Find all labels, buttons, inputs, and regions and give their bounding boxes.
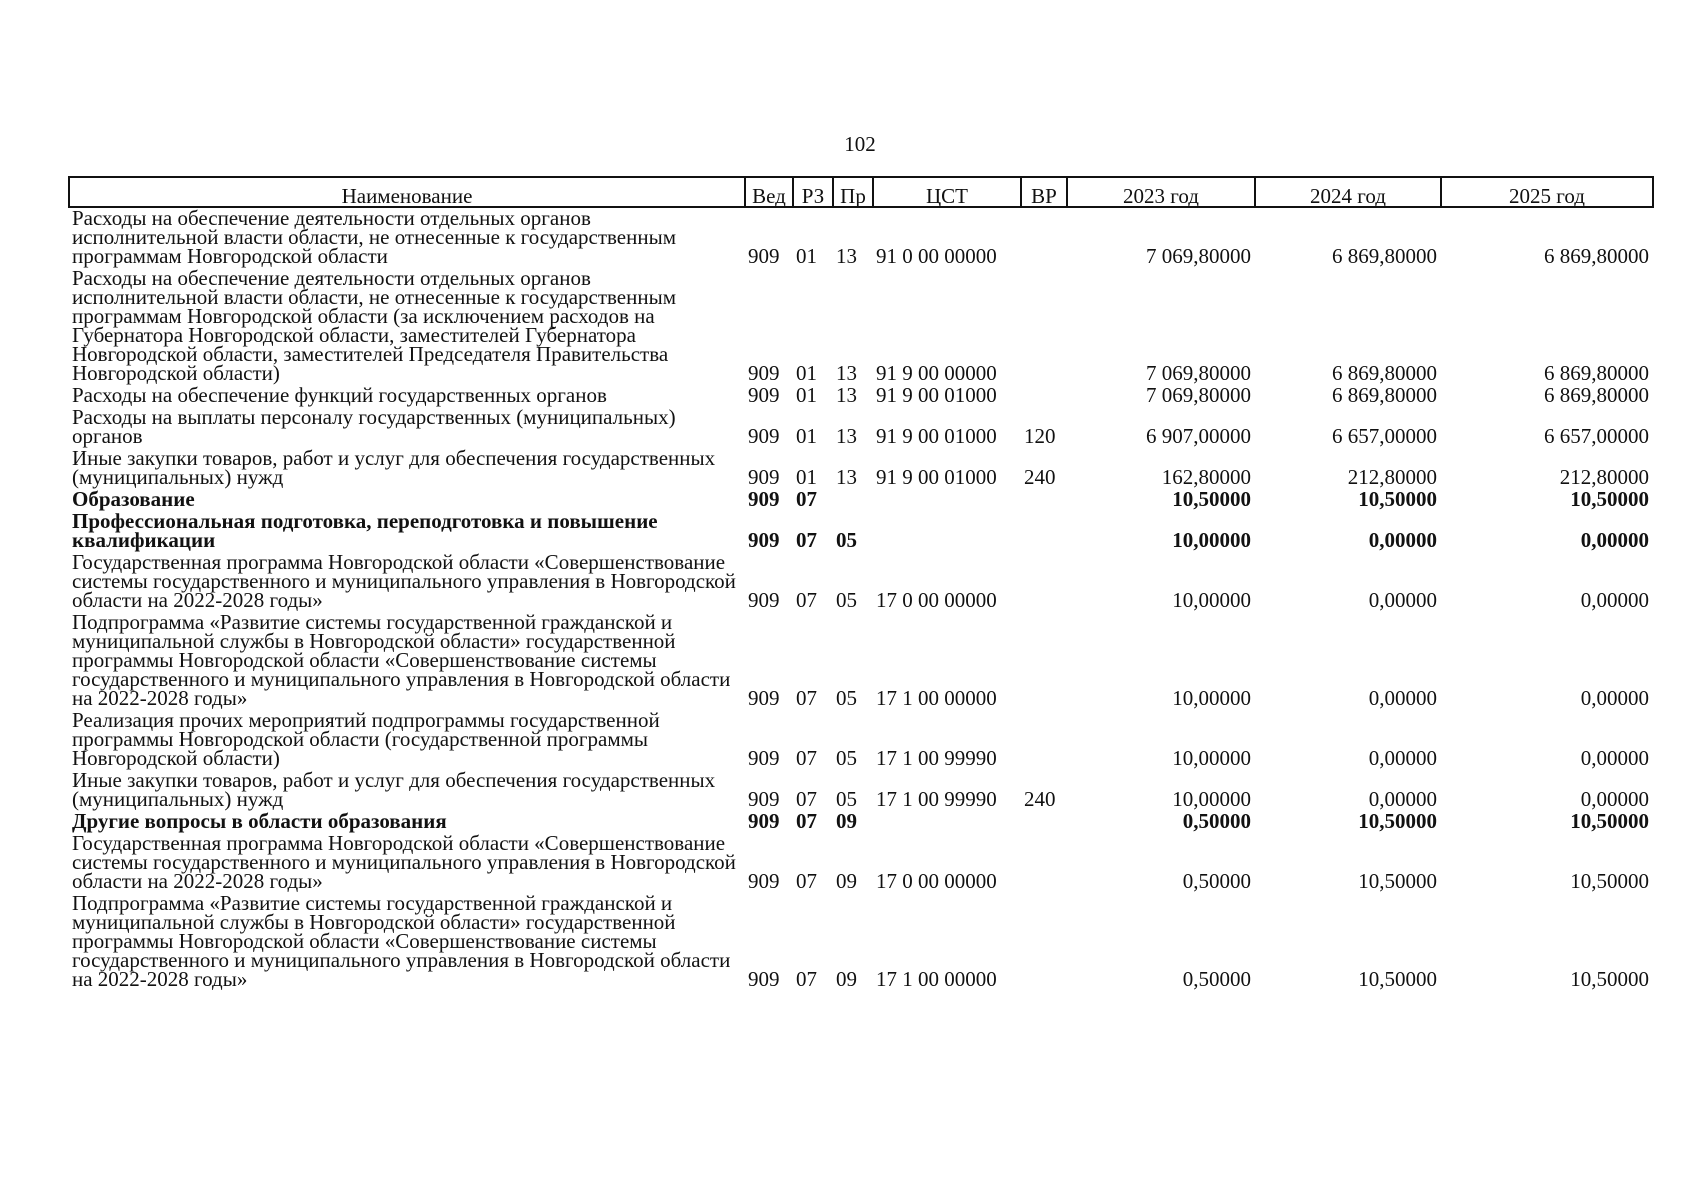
cell-rz: 07 xyxy=(796,967,817,991)
cell-ved: 909 xyxy=(748,383,780,407)
cell-cst: 17 1 00 00000 xyxy=(876,686,997,710)
cell-cst: 91 9 00 01000 xyxy=(876,424,997,448)
cell-rz: 07 xyxy=(796,686,817,710)
table-row xyxy=(69,407,1653,448)
cell-ved: 909 xyxy=(748,361,780,385)
column-header-cst: ЦСТ xyxy=(873,177,1021,207)
cell-cst: 17 0 00 00000 xyxy=(876,588,997,612)
cell-vr xyxy=(1021,385,1067,407)
cell-pr: 13 xyxy=(836,361,857,385)
cell-pr: 05 xyxy=(836,787,857,811)
cell-pr: 13 xyxy=(836,383,857,407)
cell-2023: 7 069,80000 xyxy=(1146,244,1251,268)
cell-ved: 909 xyxy=(748,465,780,489)
table-row xyxy=(69,511,1653,552)
cell-cst: 17 0 00 00000 xyxy=(876,869,997,893)
cell-2024: 6 657,00000 xyxy=(1332,424,1437,448)
cell-2023: 10,00000 xyxy=(1172,686,1251,710)
cell-ved: 909 xyxy=(748,967,780,991)
cell-cst: 91 9 00 00000 xyxy=(876,361,997,385)
cell-2025: 10,50000 xyxy=(1570,967,1649,991)
cell-cst: 91 9 00 01000 xyxy=(876,465,997,489)
cell-2025: 6 657,00000 xyxy=(1544,424,1649,448)
column-header-pr: Пр xyxy=(833,177,873,207)
cell-pr: 13 xyxy=(836,465,857,489)
cell-vr xyxy=(1021,489,1067,511)
table-row xyxy=(69,893,1653,991)
cell-vr xyxy=(1021,511,1067,552)
cell-2025: 212,80000 xyxy=(1559,465,1649,489)
cell-2023: 162,80000 xyxy=(1161,465,1251,489)
cell-ved: 909 xyxy=(748,244,780,268)
cell-2025: 0,00000 xyxy=(1580,746,1649,770)
cell-2023: 0,50000 xyxy=(1182,869,1251,893)
cell-2025: 10,50000 xyxy=(1570,869,1649,893)
cell-name: Государственная программа Новгородской области «Совершенствование системы государственного и муниципального управления в Новгородской области на 2022-2028 годы» xyxy=(72,831,736,893)
cell-vr: 120 xyxy=(1024,424,1056,448)
cell-2024: 6 869,80000 xyxy=(1332,244,1437,268)
cell-ved: 909 xyxy=(748,787,780,811)
cell-vr xyxy=(1021,612,1067,710)
cell-cst: 17 1 00 99990 xyxy=(876,787,997,811)
cell-rz: 01 xyxy=(796,424,817,448)
cell-pr: 09 xyxy=(836,967,857,991)
cell-pr: 05 xyxy=(836,528,857,552)
cell-name: Другие вопросы в области образования xyxy=(72,809,447,833)
column-header-2024: 2024 год xyxy=(1255,177,1441,207)
cell-2025: 10,50000 xyxy=(1570,809,1649,833)
cell-2024: 6 869,80000 xyxy=(1332,361,1437,385)
cell-vr xyxy=(1021,710,1067,770)
cell-vr xyxy=(1021,207,1067,268)
table-row xyxy=(69,385,1653,407)
budget-table xyxy=(68,176,1654,991)
column-header-rz: РЗ xyxy=(793,177,833,207)
column-header-name: Наименование xyxy=(69,177,745,207)
cell-cst: 17 1 00 00000 xyxy=(876,967,997,991)
cell-name: Образование xyxy=(72,487,195,511)
cell-rz: 07 xyxy=(796,787,817,811)
cell-2025: 0,00000 xyxy=(1580,787,1649,811)
cell-2024: 10,50000 xyxy=(1358,869,1437,893)
cell-vr: 240 xyxy=(1024,465,1056,489)
table-row xyxy=(69,207,1653,268)
cell-cst: 91 9 00 01000 xyxy=(876,383,997,407)
cell-2025: 0,00000 xyxy=(1580,686,1649,710)
column-header-2025: 2025 год xyxy=(1441,177,1653,207)
table-row xyxy=(69,552,1653,612)
cell-ved: 909 xyxy=(748,424,780,448)
cell-name: Подпрограмма «Развитие системы государственной гражданской и муниципальной службы в Новгородской области» государственной программы Новгородской области «Совершенствование системы государственного и муниципального управления в Новгородской области на 2022-2028 годы» xyxy=(72,891,731,991)
cell-vr xyxy=(1021,893,1067,991)
cell-ved: 909 xyxy=(748,588,780,612)
table-row xyxy=(69,770,1653,811)
table-body xyxy=(69,207,1653,991)
cell-cst xyxy=(873,489,1021,511)
cell-ved: 909 xyxy=(748,809,780,833)
cell-2023: 0,50000 xyxy=(1182,967,1251,991)
cell-name: Иные закупки товаров, работ и услуг для обеспечения государственных (муниципальных) нужд xyxy=(72,768,716,811)
cell-2024: 0,00000 xyxy=(1368,746,1437,770)
cell-cst: 91 0 00 00000 xyxy=(876,244,997,268)
cell-2023: 10,00000 xyxy=(1172,528,1251,552)
cell-cst xyxy=(873,511,1021,552)
cell-name: Расходы на обеспечение деятельности отдельных органов исполнительной власти области, не отнесенные к государственным программам Новгородской области (за исключением расходов на Губернатора Новгородской области, заместителей Губернатора Новгородской области, заместителей Председателя Правительства Новгородской области) xyxy=(72,266,677,385)
cell-2024: 10,50000 xyxy=(1358,487,1437,511)
cell-2024: 10,50000 xyxy=(1358,809,1437,833)
cell-name: Расходы на обеспечение функций государственных органов xyxy=(72,383,607,407)
cell-vr: 240 xyxy=(1024,787,1056,811)
page-number: 102 xyxy=(844,132,876,156)
cell-vr xyxy=(1021,552,1067,612)
cell-rz: 07 xyxy=(796,487,817,511)
cell-pr: 05 xyxy=(836,588,857,612)
cell-rz: 07 xyxy=(796,809,817,833)
cell-vr xyxy=(1021,811,1067,833)
cell-name: Реализация прочих мероприятий подпрограммы государственной программы Новгородской области (государственной программы Новгородской области) xyxy=(72,708,660,770)
cell-2023: 6 907,00000 xyxy=(1146,424,1251,448)
cell-2025: 6 869,80000 xyxy=(1544,244,1649,268)
cell-2023: 7 069,80000 xyxy=(1146,383,1251,407)
cell-pr: 09 xyxy=(836,869,857,893)
cell-pr: 05 xyxy=(836,686,857,710)
cell-2025: 6 869,80000 xyxy=(1544,383,1649,407)
cell-name: Государственная программа Новгородской области «Совершенствование системы государственного и муниципального управления в Новгородской области на 2022-2028 годы» xyxy=(72,550,736,612)
cell-ved: 909 xyxy=(748,869,780,893)
cell-2023: 0,50000 xyxy=(1182,809,1251,833)
cell-2023: 10,50000 xyxy=(1172,487,1251,511)
cell-ved: 909 xyxy=(748,746,780,770)
cell-rz: 01 xyxy=(796,361,817,385)
table-row xyxy=(69,811,1653,833)
cell-2023: 10,00000 xyxy=(1172,746,1251,770)
cell-2025: 6 869,80000 xyxy=(1544,361,1649,385)
cell-2025: 10,50000 xyxy=(1570,487,1649,511)
table-row xyxy=(69,833,1653,893)
cell-2025: 0,00000 xyxy=(1580,528,1649,552)
cell-rz: 01 xyxy=(796,383,817,407)
cell-name: Расходы на выплаты персоналу государственных (муниципальных) органов xyxy=(72,405,676,448)
column-header-ved: Вед xyxy=(745,177,793,207)
column-header-vr: ВР xyxy=(1021,177,1067,207)
cell-ved: 909 xyxy=(748,487,780,511)
cell-rz: 07 xyxy=(796,588,817,612)
cell-2024: 212,80000 xyxy=(1347,465,1437,489)
cell-2023: 10,00000 xyxy=(1172,787,1251,811)
table-header xyxy=(69,177,1653,207)
cell-2025: 0,00000 xyxy=(1580,588,1649,612)
cell-pr: 13 xyxy=(836,244,857,268)
cell-rz: 07 xyxy=(796,869,817,893)
cell-name: Расходы на обеспечение деятельности отдельных органов исполнительной власти области, не отнесенные к государственным программам Новгородской области xyxy=(72,206,677,268)
cell-2024: 6 869,80000 xyxy=(1332,383,1437,407)
column-header-2023: 2023 год xyxy=(1067,177,1255,207)
cell-name: Профессиональная подготовка, переподготовка и повышение квалификации xyxy=(72,509,658,552)
cell-vr xyxy=(1021,833,1067,893)
cell-rz: 01 xyxy=(796,244,817,268)
cell-ved: 909 xyxy=(748,528,780,552)
table-row xyxy=(69,448,1653,489)
table-row xyxy=(69,612,1653,710)
cell-2023: 10,00000 xyxy=(1172,588,1251,612)
cell-rz: 07 xyxy=(796,528,817,552)
cell-2024: 0,00000 xyxy=(1368,528,1437,552)
cell-pr xyxy=(833,489,873,511)
cell-2024: 0,00000 xyxy=(1368,787,1437,811)
table-row xyxy=(69,710,1653,770)
cell-2024: 10,50000 xyxy=(1358,967,1437,991)
cell-cst: 17 1 00 99990 xyxy=(876,746,997,770)
cell-name: Иные закупки товаров, работ и услуг для обеспечения государственных (муниципальных) нужд xyxy=(72,446,716,489)
cell-ved: 909 xyxy=(748,686,780,710)
cell-cst xyxy=(873,811,1021,833)
cell-2024: 0,00000 xyxy=(1368,686,1437,710)
table-row xyxy=(69,489,1653,511)
cell-name: Подпрограмма «Развитие системы государственной гражданской и муниципальной службы в Новгородской области» государственной программы Новгородской области «Совершенствование системы государственного и муниципального управления в Новгородской области на 2022-2028 годы» xyxy=(72,610,731,710)
cell-vr xyxy=(1021,268,1067,385)
cell-2024: 0,00000 xyxy=(1368,588,1437,612)
cell-pr: 05 xyxy=(836,746,857,770)
cell-pr: 09 xyxy=(836,809,857,833)
table-row xyxy=(69,268,1653,385)
cell-rz: 01 xyxy=(796,465,817,489)
cell-2023: 7 069,80000 xyxy=(1146,361,1251,385)
cell-rz: 07 xyxy=(796,746,817,770)
cell-pr: 13 xyxy=(836,424,857,448)
